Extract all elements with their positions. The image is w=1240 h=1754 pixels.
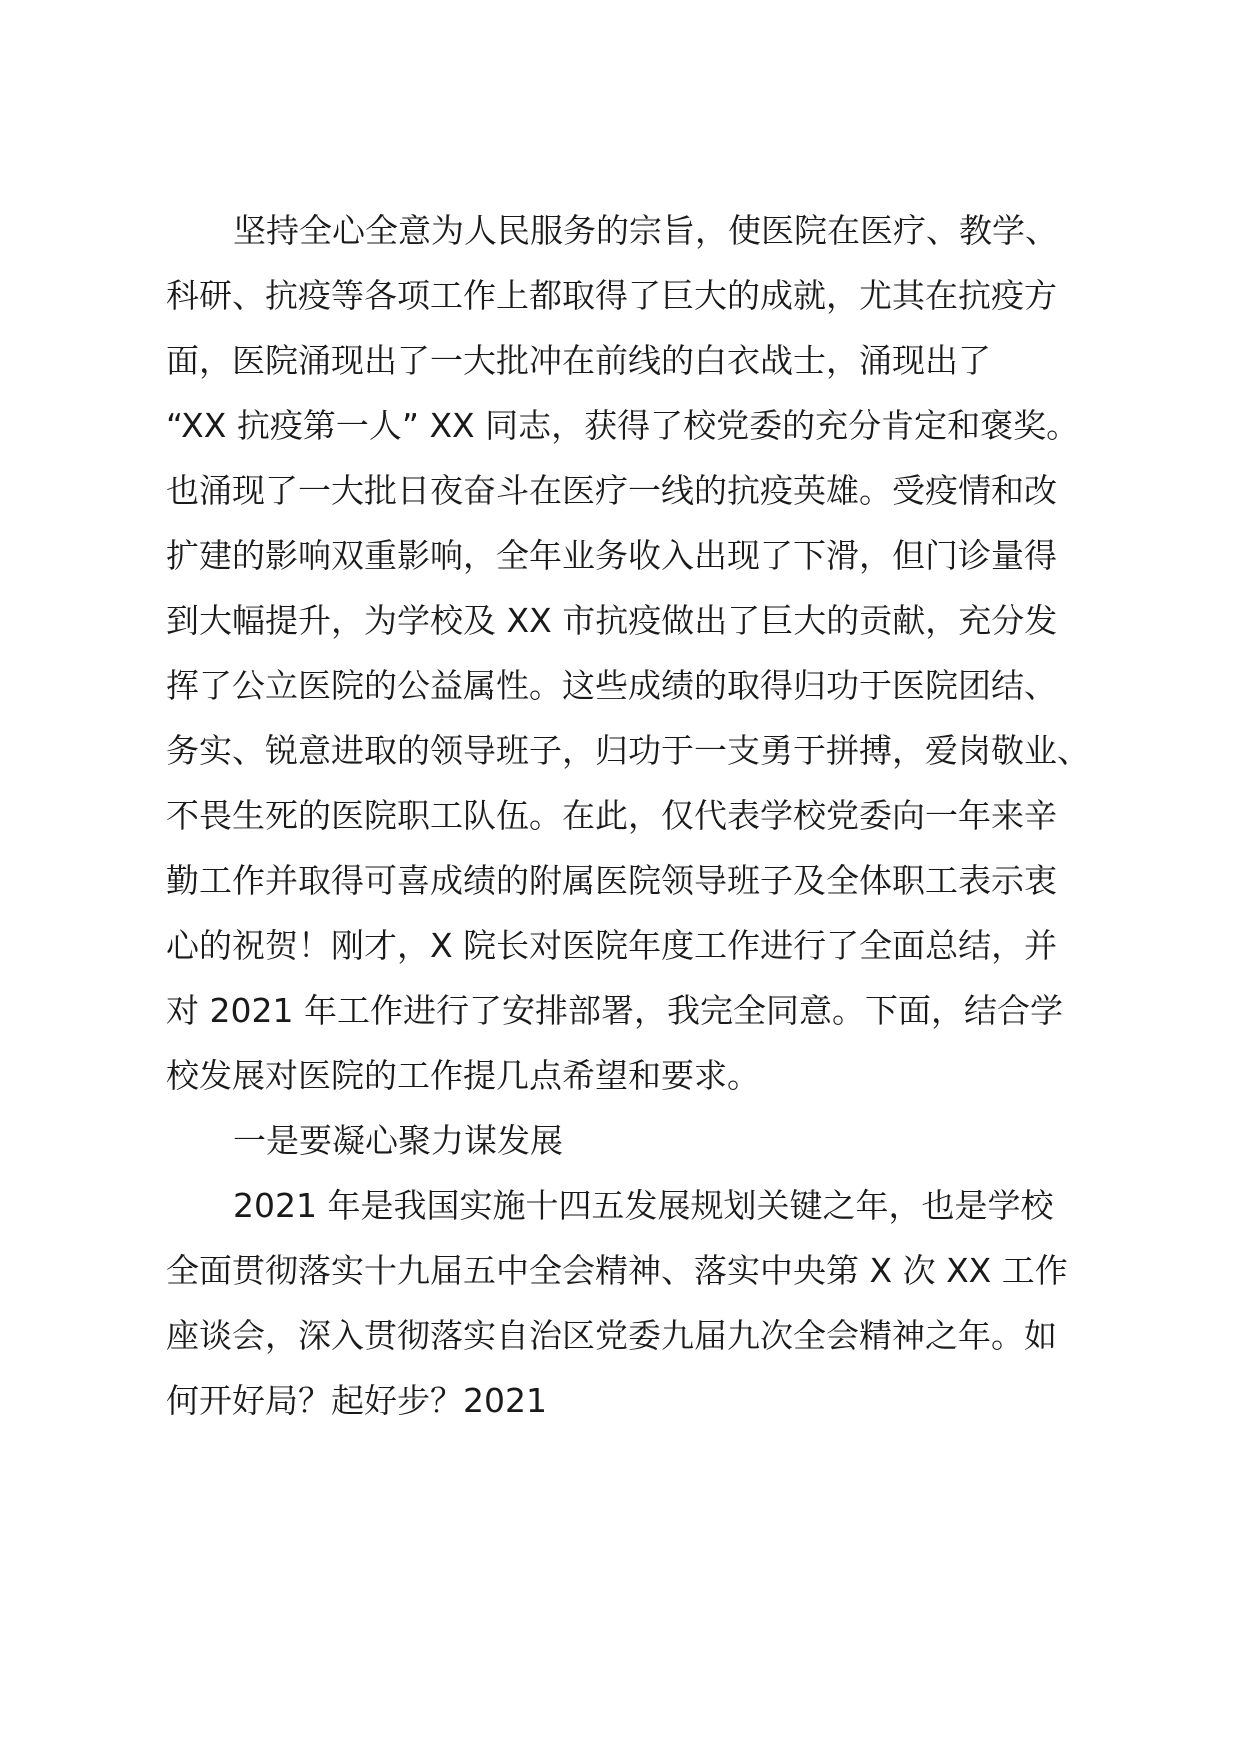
paragraph-line: 对 2021 年工作进行了安排部署，我完全同意。下面，结合学 bbox=[166, 991, 1063, 1030]
paragraph-line: 2021 年是我国实施十四五发展规划关键之年，也是学校 bbox=[233, 1186, 1054, 1225]
paragraph-line: 勤工作并取得可喜成绩的附属医院领导班子及全体职工表示衷 bbox=[166, 861, 1057, 900]
paragraph-line: 挥了公立医院的公益属性。这些成绩的取得归功于医院团结、 bbox=[166, 666, 1057, 705]
paragraph-line: 扩建的影响双重影响，全年业务收入出现了下滑，但门诊量得 bbox=[166, 536, 1057, 575]
paragraph-line: 也涌现了一大批日夜奋斗在医疗一线的抗疫英雄。受疫情和改 bbox=[166, 471, 1057, 510]
paragraph-line: 面，医院涌现出了一大批冲在前线的白衣战士，涌现出了 bbox=[166, 341, 991, 380]
paragraph-line: 坚持全心全意为人民服务的宗旨，使医院在医疗、教学、 bbox=[233, 211, 1058, 250]
paragraph-line: 心的祝贺！刚才，X 院长对医院年度工作进行了全面总结，并 bbox=[166, 926, 1058, 965]
paragraph-line: 到大幅提升，为学校及 XX 市抗疫做出了巨大的贡献，充分发 bbox=[166, 601, 1058, 640]
paragraph-line: 何开好局？起好步？2021 bbox=[166, 1381, 547, 1420]
section-heading-text: 一是要凝心聚力谋发展 bbox=[233, 1121, 563, 1160]
paragraph-1 bbox=[166, 198, 1096, 1108]
paragraph-line: 科研、抗疫等各项工作上都取得了巨大的成就，尤其在抗疫方 bbox=[166, 276, 1057, 315]
paragraph-line: 校发展对医院的工作提几点希望和要求。 bbox=[166, 1056, 760, 1095]
section-heading-1 bbox=[166, 1108, 1096, 1173]
paragraph-line: 不畏生死的医院职工队伍。在此，仅代表学校党委向一年来辛 bbox=[166, 796, 1057, 835]
paragraph-2 bbox=[166, 1173, 1096, 1433]
document-body bbox=[166, 198, 1096, 1433]
paragraph-line: 全面贯彻落实十九届五中全会精神、落实中央第 X 次 XX 工作 bbox=[166, 1251, 1068, 1290]
paragraph-line: 座谈会，深入贯彻落实自治区党委九届九次全会精神之年。如 bbox=[166, 1316, 1057, 1355]
paragraph-line: “XX 抗疫第一人” XX 同志，获得了校党委的充分肯定和褒奖。 bbox=[166, 406, 1080, 445]
paragraph-line: 务实、锐意进取的领导班子，归功于一支勇于拼搏，爱岗敬业、 bbox=[166, 731, 1090, 770]
